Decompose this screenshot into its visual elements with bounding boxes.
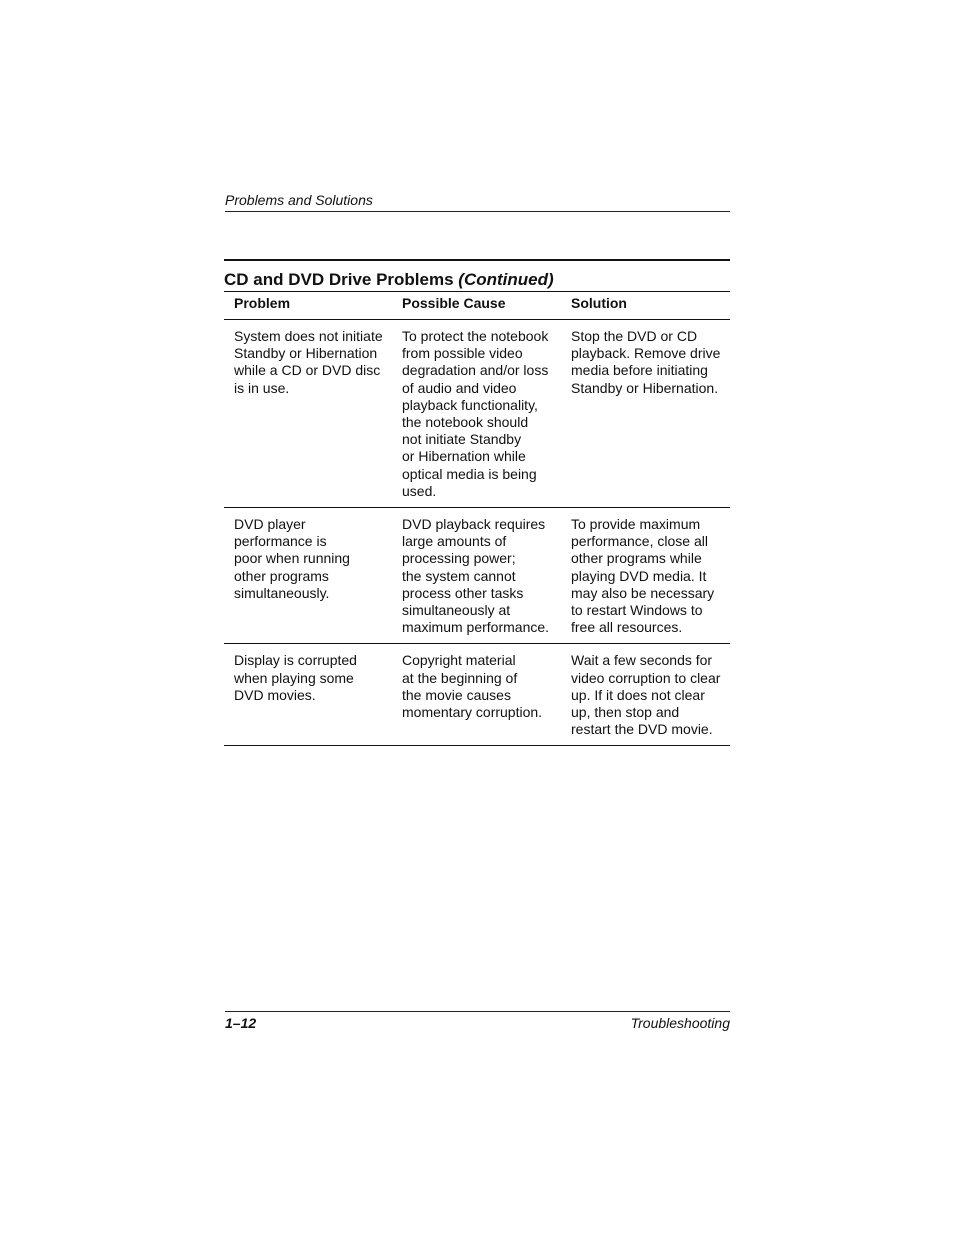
cell-line: the notebook should — [402, 414, 529, 431]
header-solution: Solution — [561, 292, 730, 320]
cell-problem — [224, 320, 392, 508]
cell-line: media before initiating — [571, 362, 708, 379]
cell-line: Display is corrupted — [234, 652, 357, 669]
cell-line: is in use. — [234, 379, 290, 396]
table-row — [224, 320, 730, 508]
cell-line: maximum performance. — [402, 619, 550, 636]
cell-line: may also be necessary — [571, 584, 715, 601]
cell-line: DVD player — [234, 516, 306, 533]
table-row — [224, 644, 730, 746]
cell-line: to restart Windows to — [571, 602, 703, 619]
cell-line: To provide maximum — [571, 516, 701, 533]
page-number: 1–12 — [225, 1015, 257, 1031]
cell-line: free all resources. — [571, 619, 683, 636]
table-title — [224, 270, 730, 291]
table-title-continued: (Continued) — [458, 270, 554, 289]
page-footer — [225, 1011, 730, 1031]
cell-line: playback. Remove drive — [571, 345, 721, 362]
cell-line: System does not initiate — [234, 328, 383, 344]
cell-line: other programs while — [571, 550, 702, 567]
cell-line: processing power; — [402, 550, 516, 567]
cell-possible-cause — [392, 644, 561, 746]
cell-line: of audio and video — [402, 379, 517, 396]
cell-line: Standby or Hibernation. — [571, 379, 719, 396]
troubleshooting-table-block — [224, 259, 730, 746]
cell-line: DVD playback requires — [402, 516, 546, 533]
cell-problem — [224, 508, 392, 644]
cell-line: optical media is being — [402, 465, 537, 482]
cell-line: playing DVD media. It — [571, 567, 707, 584]
cell-line: from possible video — [402, 345, 523, 362]
running-head: Problems and Solutions — [225, 192, 730, 212]
cell-line: poor when running — [234, 550, 350, 567]
section-name: Troubleshooting — [630, 1015, 730, 1031]
cell-problem — [224, 644, 392, 746]
problems-table — [224, 291, 730, 746]
cell-line: playback functionality, — [402, 396, 538, 413]
table-title-text: CD and DVD Drive Problems — [224, 270, 454, 289]
table-body — [224, 320, 730, 746]
cell-line: the movie causes — [402, 686, 511, 703]
cell-solution — [561, 644, 730, 746]
cell-solution — [561, 320, 730, 508]
table-header-row — [224, 292, 730, 320]
cell-line: when playing some — [234, 669, 354, 686]
table-row — [224, 508, 730, 644]
cell-line: used. — [402, 482, 437, 499]
cell-line: video corruption to clear — [571, 669, 721, 686]
cell-line: DVD movies. — [234, 686, 316, 703]
cell-line: large amounts of — [402, 533, 507, 550]
cell-line: while a CD or DVD disc — [234, 362, 381, 379]
cell-line: To protect the notebook — [402, 328, 549, 344]
cell-line: or Hibernation while — [402, 448, 526, 465]
header-possible-cause: Possible Cause — [392, 292, 561, 320]
cell-line: performance is — [234, 533, 327, 550]
header-problem: Problem — [224, 292, 392, 320]
cell-solution — [561, 508, 730, 644]
cell-line: performance, close all — [571, 533, 708, 550]
cell-line: Copyright material — [402, 652, 516, 669]
cell-possible-cause — [392, 320, 561, 508]
cell-line: the system cannot — [402, 567, 516, 584]
cell-line: simultaneously. — [234, 584, 330, 601]
cell-line: momentary corruption. — [402, 704, 543, 721]
table-top-rule — [224, 259, 730, 261]
cell-possible-cause — [392, 508, 561, 644]
cell-line: Standby or Hibernation — [234, 345, 378, 362]
cell-line: not initiate Standby — [402, 431, 522, 448]
cell-line: degradation and/or loss — [402, 362, 549, 379]
cell-line: up, then stop and — [571, 704, 680, 721]
cell-line: Wait a few seconds for — [571, 652, 713, 669]
cell-line: other programs — [234, 567, 329, 584]
cell-line: restart the DVD movie. — [571, 721, 713, 738]
cell-line: simultaneously at — [402, 602, 511, 619]
cell-line: Stop the DVD or CD — [571, 328, 698, 344]
cell-line: up. If it does not clear — [571, 686, 705, 703]
cell-line: at the beginning of — [402, 669, 518, 686]
cell-line: process other tasks — [402, 584, 524, 601]
